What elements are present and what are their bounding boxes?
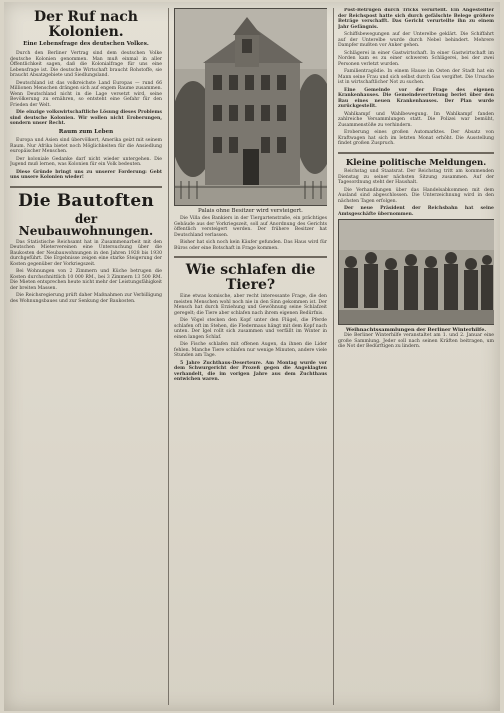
article-paragraph: Diese Gründe bringt uns zu unserer Forderung: Gebt uns unsere Kolonien wieder! — [10, 169, 162, 181]
article-paragraph: Durch den Berliner Vertrag sind dem deutschen Volke deutsche Kolonien genommen. Man muß einmal in aller Öffentlichkeit sagen, daß die Kolonialfrage für uns eine Lebensfrage ist. Die deutsche Wirtschaft braucht Rohstoffe, sie braucht Absatzgebiete und Siedlungsland. — [10, 51, 162, 79]
column-right — [338, 8, 494, 705]
article-paragraph: Die einzige volkswirtschaftliche Lösung dieses Problems sind deutsche Kolonien. Wir wollen nicht Eroberungen, sondern unser Recht. — [10, 110, 162, 127]
article-paragraph: Reichstag und Staatsrat. Der Reichstag tritt am kommenden Dienstag zu seiner nächsten Sitzung zusammen. Auf der Tagesordnung steht der Haushalt. — [338, 169, 494, 186]
headline-tiere: Wie schlafen die Tiere? — [185, 262, 316, 293]
subheadline-kolonien: Eine Lebensfrage des deutschen Volkes. — [23, 41, 149, 48]
winterhilfe-photo — [338, 219, 494, 325]
article-paragraph: Eine Gemeinde vor der Frage des eigenen Krankenhauses. Die Gemeindevertretung beriet über den Bau eines neuen Krankenhauses. Der Plan wurde zurückgestellt. — [338, 87, 494, 109]
article-paragraph: Die Reichsregierung prüft daher Maßnahmen zur Verbilligung des Wohnungsbaues und zur Senkung der Baukosten. — [10, 293, 162, 304]
column-left — [10, 8, 162, 705]
article-paragraph: Schiffsbewegungen auf der Unterelbe geklärt. Die Schiffahrt auf der Unterelbe wurde durch Nebel behindert. Mehrere Dampfer mußten vor Anker gehen. — [338, 32, 494, 48]
article-paragraph: Wahlkampf und Wahlbewegung. Im Wahlkampf fanden zahlreiche Versammlungen statt. Die Polizei war bemüht, Zusammenstöße zu verhindern. — [338, 111, 494, 128]
crowd-illustration — [339, 220, 494, 324]
building-illustration — [175, 9, 327, 205]
photo-caption-palais: Palais ohne Besitzer wird versteigert. — [198, 208, 303, 214]
article-paragraph: Eine etwas komische, aber recht interessante Frage, die den meisten Menschen wohl noch nie in den Sinn gekommen ist. Der Mensch hat durch Erziehung und Gewöhnung seine Schlafzeit geregelt; die Tiere aber schlafen nach ihrem eigenen Bedürfnis. — [174, 294, 327, 316]
article-paragraph: Bisher hat sich noch kein Käufer gefunden. Das Haus wird für Büros oder eine Botschaft in Frage kommen. — [174, 240, 327, 251]
building-photo — [174, 8, 327, 206]
headline-kolonien: Der Ruf nach Kolonien. — [34, 9, 138, 40]
article-paragraph: Bei Wohnungen von 2 Zimmern und Küche betrugen die Kosten durchschnittlich 10 000 RM., bei 3 Zimmern 13 500 RM. Die Mieten entsprechen heute nicht mehr der Leistungsfähigkeit der breiten Massen. — [10, 269, 162, 291]
newspaper-page — [4, 2, 500, 711]
headline-baukosten-line2: der Neubauwohnungen. — [18, 211, 154, 239]
headline-politische-meldungen: Kleine politische Meldungen. — [345, 157, 487, 168]
article-paragraph: Schlägerei in einer Gastwirtschaft. In einer Gastwirtschaft im Norden kam es zu einer schweren Schlägerei, bei der zwei Personen verletzt wurden. — [338, 50, 494, 67]
article-divider — [174, 256, 327, 258]
article-paragraph: Eroberung eines großen Automarktes. Der Absatz von Kraftwagen hat sich im letzten Monat erhöht. Die Ausstellung findet großen Zuspruch. — [338, 130, 494, 146]
column-rule — [168, 8, 169, 705]
column-middle — [174, 8, 327, 705]
article-divider — [10, 186, 162, 188]
article-paragraph: Der neue Präsident der Reichsbahn hat seine Amtsgeschäfte übernommen. — [338, 206, 494, 217]
article-paragraph: Europa und Asien sind übervölkert, Amerika geizt mit seinem Raum. Nur Afrika bietet noch Möglichkeiten für die Ansiedlung europäischer Menschen. — [10, 138, 162, 155]
column-rule — [333, 8, 334, 705]
headline-baukosten-line1: Die Bautoften — [18, 190, 154, 211]
article-paragraph: Deutschland ist das volkreichste Land Europas — rund 66 Millionen Menschen drängen sich auf engem Raume zusammen. Wenn Deutschland nicht in die Lage versetzt wird, seine Bevölkerung zu ernähren, so entsteht eine Gefahr für den Frieden der Welt. — [10, 80, 162, 108]
article-paragraph: Familientragödie. In einem Hause im Osten der Stadt hat ein Mann seine Frau und sich selbst durch Gas vergiftet. Die Ursache ist in wirtschaftlicher Not zu suchen. — [338, 69, 494, 85]
article-paragraph: Die Villa des Bankiers in der Tiergartenstraße, ein prächtiges Gebäude aus der Vorkriegszeit, soll auf Anordnung des Gerichts öffentlich versteigert werden. Der frühere Besitzer hat Deutschland verlassen. — [174, 216, 327, 238]
article-paragraph: Die Berliner Winterhilfe veranstaltet am 1. und 2. Januar eine große Sammlung. Jeder soll nach seinen Kräften beitragen, um die Not der Bedürftigen zu lindern. — [338, 333, 494, 350]
article-paragraph: Post-Betrügen durch Tricks verurteilt. Ein Angestellter der Reichspost hatte sich durch gefälschte Belege größere Beträge verschafft. Das Gericht verurteilte ihn zu einem Jahr Gefängnis. — [338, 8, 494, 30]
article-paragraph: Die Vögel stecken den Kopf unter den Flügel, die Pferde schlafen oft im Stehen, die Fledermaus hängt mit dem Kopf nach unten. Der Igel rollt sich zusammen und verfällt im Winter in einen langen Schlaf. — [174, 318, 327, 340]
article-paragraph: Die Verhandlungen über das Handelsabkommen mit dem Ausland sind abgeschlossen. Die Unterzeichnung wird in den nächsten Tagen erfolgen. — [338, 187, 494, 204]
article-divider — [338, 152, 494, 154]
article-paragraph: Der koloniale Gedanke darf nicht wieder untergehen. Die Jugend muß lernen, was Kolonien für ein Volk bedeuten. — [10, 156, 162, 168]
photo-caption-winterhilfe: Weihnachtssammlungen der Berliner Winterhilfe. — [345, 327, 487, 334]
article-paragraph: Die Fische schlafen mit offenen Augen, da ihnen die Lider fehlen. Manche Tiere schlafen nur wenige Minuten, andere viele Stunden am Tage. — [174, 342, 327, 359]
article-paragraph: Das Statistische Reichsamt hat in Zusammenarbeit mit den Deutschen Mietervereinen eine Untersuchung über die Baukosten der Neubauwohnungen in den Jahren 1928 bis 1930 durchgeführt. Die Ergebnisse zeigen eine starke Steigerung der Kosten gegenüber der Vorkriegszeit. — [10, 239, 162, 267]
article-paragraph: 5 Jahre Zuchthaus-Deserteure. Am Montag wurde vor dem Schwurgericht der Prozeß gegen die Angeklagten verhandelt, die im vorigen Jahre aus dem Zuchthaus entwichen waren. — [174, 360, 327, 383]
section-heading: Raum zum Leben — [58, 128, 114, 135]
